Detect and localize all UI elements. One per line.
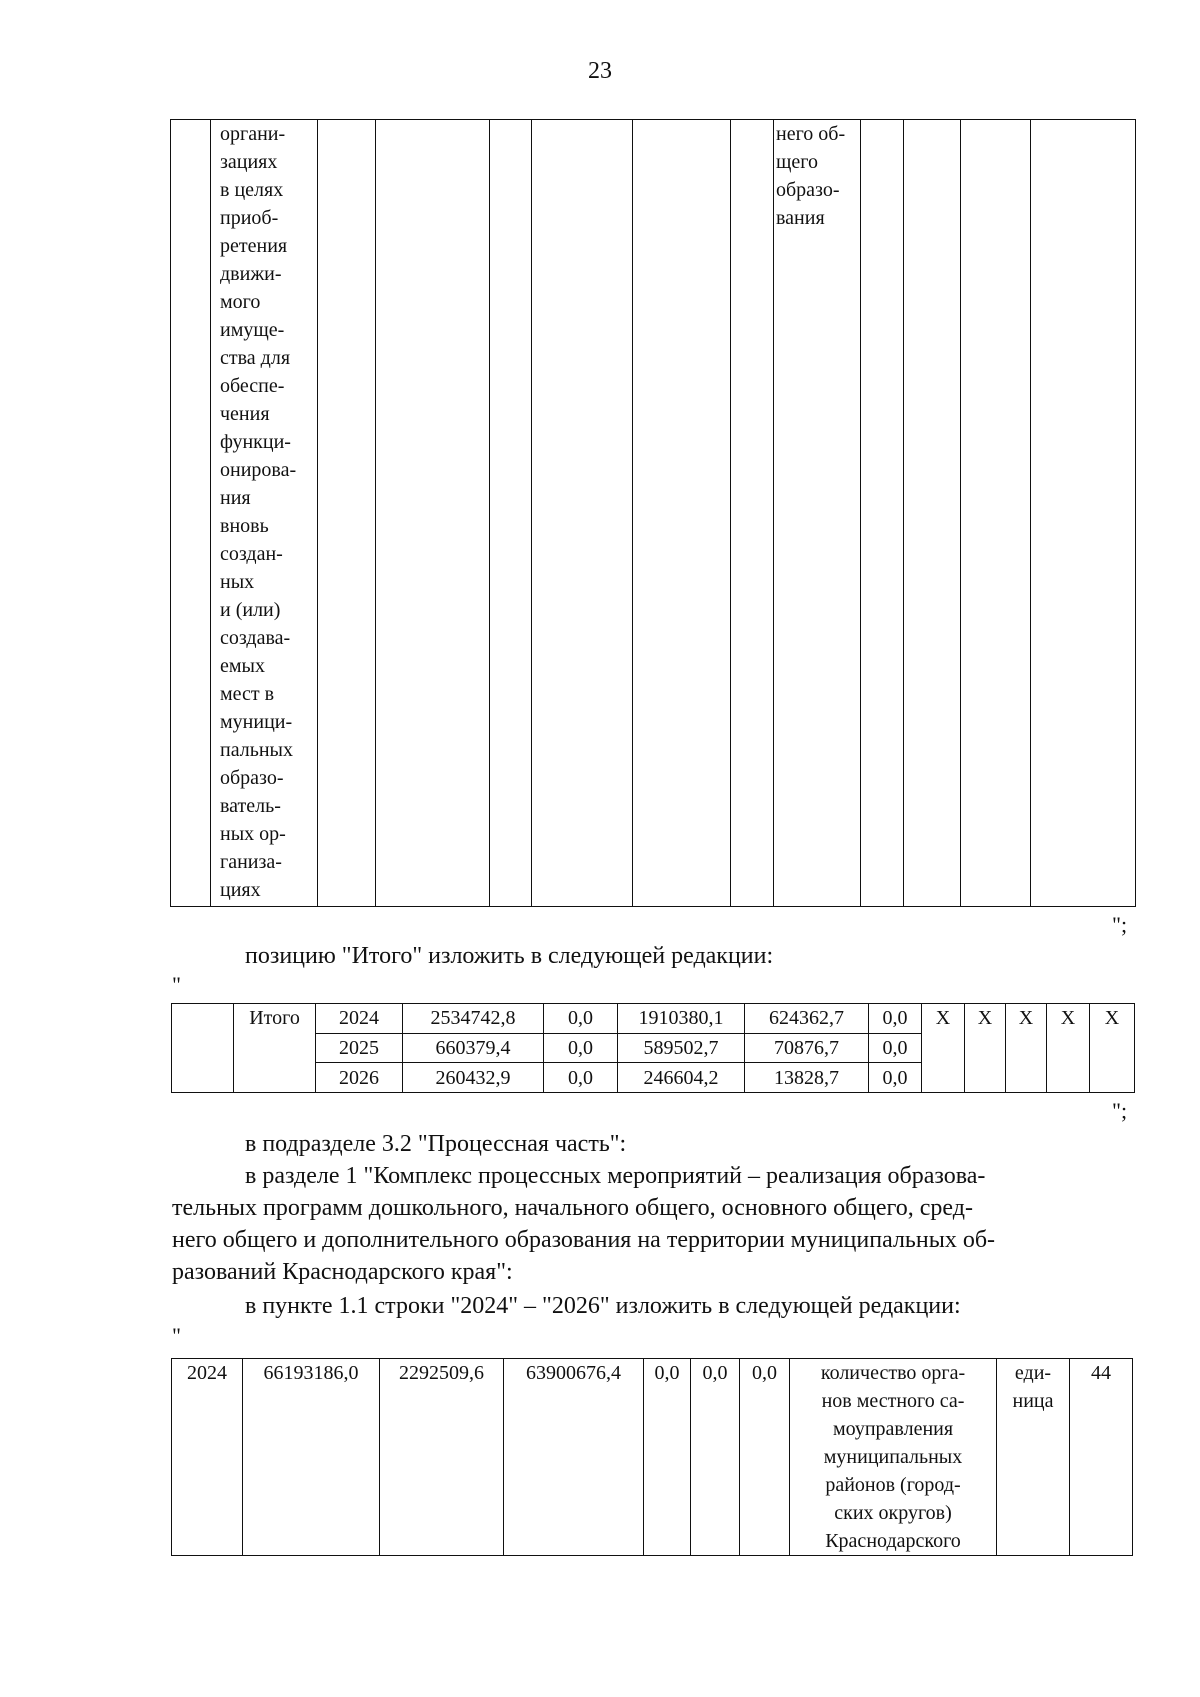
cell-empty [1031,120,1136,907]
org-line: ния [220,487,251,509]
cell-empty [961,120,1031,907]
edu-line: вания [776,207,825,229]
row-2024-table [171,1358,1133,1556]
value-cell: 624362,7 [745,1004,869,1034]
paragraph-subsection: в подразделе 3.2 "Процессная часть": [245,1131,627,1157]
org-line: в целях [220,179,284,201]
value-cell: 0,0 [869,1063,922,1093]
value-cell: 63900676,4 [504,1359,644,1556]
paragraph-section-line: него общего и дополнительного образования на территории муниципальных об- [172,1227,996,1253]
org-line: имуще- [220,319,285,341]
value-cell: 0,0 [869,1004,922,1034]
indicator-line: моуправления [832,1418,954,1440]
value-cell: 1910380,1 [618,1004,745,1034]
x-mark: Х [1090,1004,1135,1093]
value-cell: 0,0 [740,1359,790,1556]
edu-line: него об- [776,123,846,145]
year-cell: 2024 [172,1359,243,1556]
cell-empty [318,120,376,907]
totals-label: Итого [234,1004,316,1093]
value-cell: 13828,7 [745,1063,869,1093]
org-line: ретения [220,235,288,257]
cell-empty [532,120,633,907]
measure-description-cell [211,120,318,907]
x-mark: Х [922,1004,965,1093]
org-line: мого [220,291,261,313]
indicator-line: районов (город- [825,1474,961,1496]
total-cell: 660379,4 [403,1033,544,1063]
cell-empty [861,120,904,907]
x-mark: Х [1006,1004,1047,1093]
paragraph-section-line: тельных программ дошкольного, начального общего, основного общего, сред- [172,1195,973,1221]
org-line: ватель- [220,795,281,817]
org-line: онирова- [220,459,297,481]
org-line: вновь [220,515,269,537]
x-mark: Х [1047,1004,1090,1093]
value-cell: 589502,7 [618,1033,745,1063]
org-line: приоб- [220,207,279,229]
org-line: создан- [220,543,283,565]
value-cell: 0,0 [644,1359,691,1556]
org-line: образо- [220,767,284,789]
closing-quote: "; [1112,1098,1128,1123]
target-value-cell: 44 [1070,1359,1133,1556]
value-cell: 246604,2 [618,1063,745,1093]
opening-quote: " [172,1323,181,1348]
year-cell: 2025 [316,1033,403,1063]
cell-empty [172,1004,234,1093]
paragraph-section-line: разований Краснодарского края": [172,1259,513,1285]
org-line: ганиза- [220,851,282,873]
cell-empty [633,120,731,907]
program-table-continuation [170,119,1136,907]
unit-line: ница [1012,1390,1054,1412]
cell-empty [490,120,532,907]
value-cell: 0,0 [544,1033,618,1063]
org-line: ных [220,571,255,593]
org-line: создава- [220,627,291,649]
unit-cell [997,1359,1070,1556]
org-line: циях [220,879,261,901]
unit-line: еди- [1014,1362,1052,1384]
org-line: функци- [220,431,291,453]
org-line: ных ор- [220,823,286,845]
value-cell: 0,0 [544,1004,618,1034]
cell-empty [904,120,961,907]
paragraph-itogo: позицию "Итого" изложить в следующей редакции: [245,943,774,969]
org-line: движи- [220,263,282,285]
cell-empty [731,120,774,907]
indicator-cell [790,1359,997,1556]
value-cell: 0,0 [869,1033,922,1063]
indicator-cell [774,120,861,907]
indicator-line: количество орга- [820,1362,966,1384]
indicator-line: нов местного са- [821,1390,965,1412]
closing-quote: "; [1112,912,1128,937]
value-cell: 0,0 [544,1063,618,1093]
org-line: мест в [220,683,275,705]
org-line: ства для [220,347,291,369]
page-number: 23 [588,58,612,84]
org-line: пальных [220,739,293,761]
total-cell: 2534742,8 [403,1004,544,1034]
org-line: зациях [220,151,278,173]
org-line: муници- [220,711,293,733]
org-line: и (или) [220,599,281,621]
org-line: органи- [220,123,286,145]
edu-line: щего [776,151,818,173]
org-line: обеспе- [220,375,285,397]
paragraph-point: в пункте 1.1 строки "2024" – "2026" изложить в следующей редакции: [245,1293,961,1319]
indicator-line: ских округов) [834,1502,952,1524]
year-cell: 2024 [316,1004,403,1034]
indicator-line: Краснодарского [825,1530,961,1552]
value-cell: 0,0 [691,1359,740,1556]
indicator-line: муниципальных [823,1446,963,1468]
opening-quote: " [172,972,181,997]
totals-table [171,1003,1135,1093]
total-cell: 66193186,0 [243,1359,380,1556]
x-mark: Х [965,1004,1006,1093]
cell-empty [376,120,490,907]
cell-empty [171,120,211,907]
org-line: чения [220,403,270,425]
year-cell: 2026 [316,1063,403,1093]
paragraph-section-line: в разделе 1 "Комплекс процессных мероприятий – реализация образова- [245,1163,986,1189]
value-cell: 70876,7 [745,1033,869,1063]
total-cell: 260432,9 [403,1063,544,1093]
value-cell: 2292509,6 [380,1359,504,1556]
org-line: емых [220,655,265,677]
edu-line: образо- [776,179,840,201]
